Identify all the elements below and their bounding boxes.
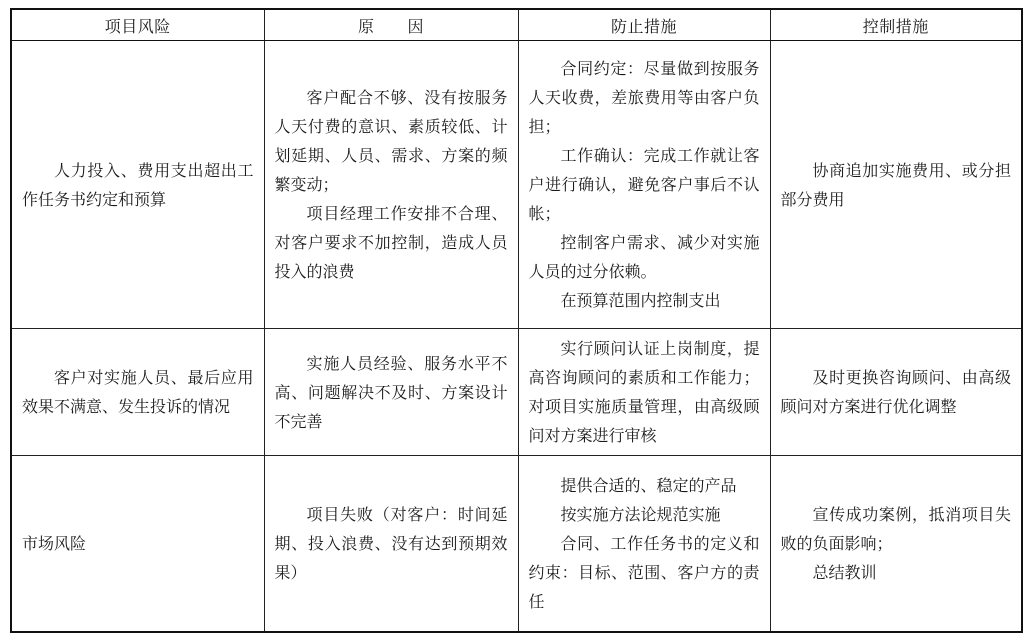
header-row: [11, 9, 1022, 41]
risk-text: 市场风险: [22, 533, 87, 553]
risk-cell: [11, 329, 264, 456]
prevention-text: 在预算范围内控制支出: [560, 291, 721, 310]
table-row: [11, 329, 1022, 456]
table-row: [11, 456, 1022, 632]
cause-text: 实施人员经验、服务水平不高、问题解决不及时、方案设计不完善: [274, 353, 508, 431]
control-text: 宣传成功案例，抵消项目失败的负面影响；: [780, 504, 1011, 553]
control-cell: [770, 456, 1022, 632]
prevention-text: 合同、工作任务书的定义和约束：目标、范围、客户方的责任: [528, 533, 760, 611]
prevention-text: 工作确认：完成工作就让客户进行确认，避免客户事后不认帐；: [528, 146, 760, 223]
risk-cell: [11, 41, 264, 329]
cause-cell: [264, 329, 518, 456]
cause-text: 项目失败（对客户：时间延期、投入浪费、没有达到预期效果）: [274, 504, 508, 582]
prevention-cell: [518, 456, 770, 632]
prevention-text: 按实施方法论规范实施: [560, 504, 721, 524]
header-control: 控制措施: [770, 9, 1022, 41]
cause-cell: [264, 41, 518, 329]
prevention-text: 控制客户需求、减少对实施人员的过分依赖。: [528, 233, 760, 281]
cause-text: 客户配合不够、没有按服务人天付费的意识、素质较低、计划延期、人员、需求、方案的频繁变动；: [274, 88, 508, 194]
prevention-text: 实行顾问认证上岗制度，提高咨询顾问的素质和工作能力；对项目实施质量管理，由高级顾问对方案进行审核: [528, 339, 760, 445]
prevention-text: 合同约定：尽量做到按服务人天收费，差旅费用等由客户负担；: [528, 59, 760, 136]
prevention-cell: [518, 41, 770, 329]
table-row: [11, 41, 1022, 329]
prevention-cell: [518, 329, 770, 456]
risk-cell: [11, 456, 264, 632]
cause-cell: [264, 456, 518, 632]
control-text: 协商追加实施费用、或分担部分费用: [780, 160, 1011, 209]
prevention-text: 提供合适的、稳定的产品: [560, 475, 737, 495]
control-text: 及时更换咨询顾问、由高级顾问对方案进行优化调整: [780, 368, 1011, 416]
header-cause: 原 因: [264, 9, 518, 41]
control-cell: [770, 41, 1022, 329]
cause-text: 项目经理工作安排不合理、对客户要求不加控制，造成人员投入的浪费: [274, 204, 508, 281]
control-text: 总结教训: [812, 562, 877, 582]
risk-table: [10, 8, 1023, 633]
risk-text: 客户对实施人员、最后应用效果不满意、发生投诉的情况: [22, 368, 254, 416]
header-prevention: 防止措施: [518, 9, 770, 41]
risk-text: 人力投入、费用支出超出工作任务书约定和预算: [22, 160, 254, 209]
control-cell: [770, 329, 1022, 456]
header-risk: 项目风险: [11, 9, 264, 41]
